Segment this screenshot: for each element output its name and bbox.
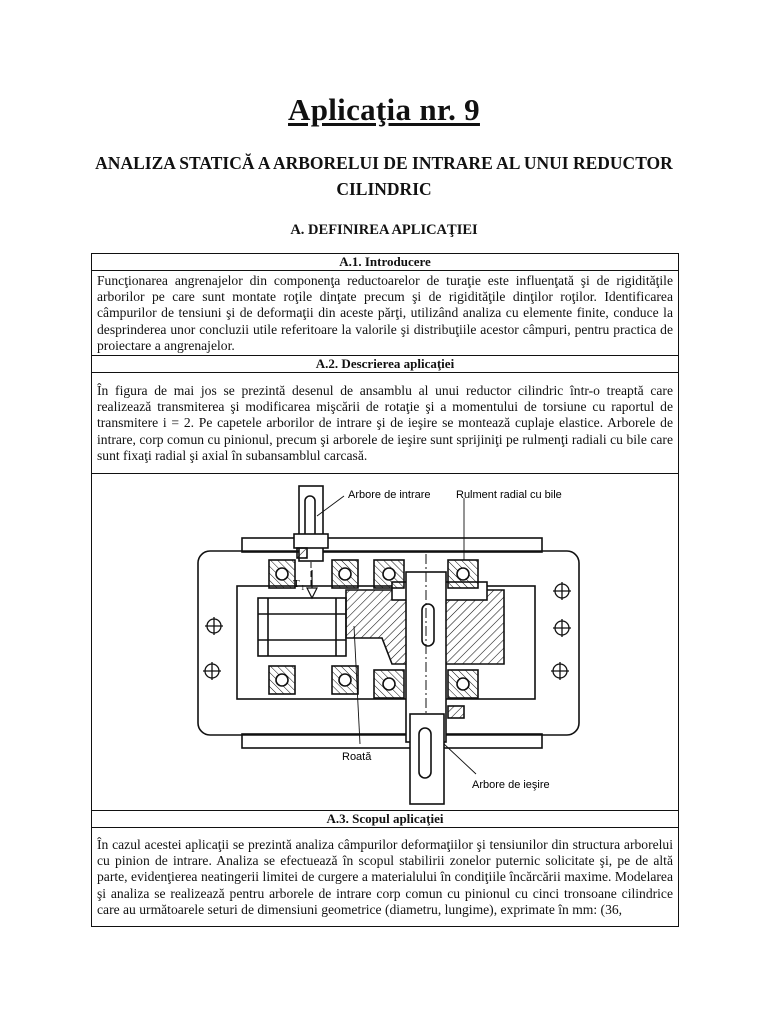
label-torque: T — [293, 578, 300, 590]
application-table — [91, 253, 679, 927]
label-output-shaft: Arbore de ieşire — [472, 779, 550, 791]
intro-text: Funcţionarea angrenajelor din componenţa reductoarelor de turaţie este influenţată şi de rigidităţile arborilor pe care sunt montate roţile dinţate precum şi de rigidităţile dinţilor roţilor. Identificarea câmpurilor de tensiuni şi de deformaţii din aceste părţi, utilizând analiza cu elemente finite, conduce la desprinderea unor concluzii utile referitoare la valorile şi distribuţiile acestor câmpuri, pentru practica de proiectare a angrenajelor. — [92, 271, 679, 356]
description-header: A.2. Descrierea aplicaţiei — [92, 356, 679, 373]
page-title: Aplicaţia nr. 9 — [288, 92, 480, 127]
label-bearing: Rulment radial cu bile — [456, 489, 562, 501]
section-heading: A. DEFINIREA APLICAŢIEI — [290, 222, 478, 238]
intro-header: A.1. Introducere — [92, 254, 679, 271]
label-torque-sub: 1 — [301, 584, 305, 592]
description-text: În figura de mai jos se prezintă desenul de ansamblu al unui reductor cilindric într-o treaptă care realizează transmiterea şi modificarea mişcării de rotaţie şi a momentului de torsiune cu raportul de transmitere i = 2. Pe capetele arborilor de intrare şi de ieşire se montează cuplaje elastice. Arborele de intrare, corp comun cu pinionul, precum şi arborele de ieşire sunt sprijiniţi pe rulmenţi radiali cu bile care sunt fixaţi radial şi axial în subansamblul carcasă. — [92, 373, 679, 474]
purpose-text: În cazul acestei aplicaţii se prezintă analiza câmpurilor deformaţiilor şi tensiunilor din structura arborelui cu pinion de intrare. Analiza se efectuează în scopul stabilirii zonelor puternic solicitate şi, pe de altă parte, evidenţierea neatingerii limitei de curgere a materialului în condiţiile încărcării maxime. Modelarea şi analiza se realizează pentru arborele de intrare corp comun cu pinionul cu cinci tronsoane cilindrice care au următoarele seturi de dimensiuni geometrice (diametru, lungime), exprimate în mm: (36, — [92, 828, 679, 927]
gearbox-drawing — [92, 474, 678, 810]
label-wheel: Roată — [342, 751, 372, 763]
purpose-header: A.3. Scopul aplicaţiei — [92, 811, 679, 828]
document-subtitle: ANALIZA STATICĂ A ARBORELUI DE INTRARE AL UNUI REDUCTOR CILINDRIC — [95, 153, 673, 199]
label-input-shaft: Arbore de intrare — [348, 489, 431, 501]
figure-cell — [92, 474, 679, 811]
